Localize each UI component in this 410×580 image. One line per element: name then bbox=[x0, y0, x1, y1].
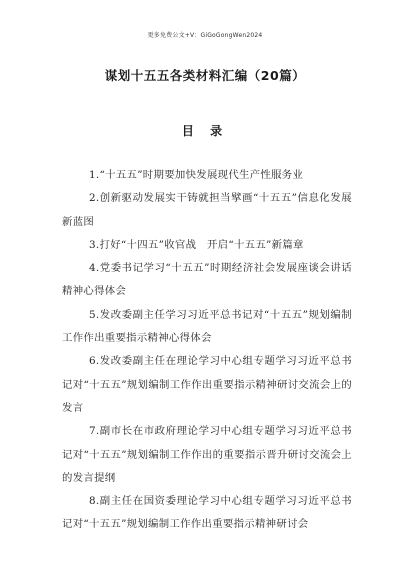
toc-item: 3.打好“十四五”收官战 开启“十五五”新篇章 bbox=[89, 238, 304, 251]
toc-item: 7.副市长在市政府理论学习中心组专题学习习近平总书记对“十五五”规划编制工作作出的重要指示晋升研讨交流会上的发言提纲 bbox=[62, 425, 352, 484]
toc-item: 4.党委书记学习“十五五”时期经济社会发展座谈会讲话精神心得体会 bbox=[62, 262, 352, 298]
toc-item: 6.发改委副主任在理论学习中心组专题学习习近平总书记对“十五五”规划编制工作作出重要指示精神研讨交流会上的发言 bbox=[62, 355, 352, 414]
toc-item: 1.“十五五”时期要加快发展现代生产性服务业 bbox=[89, 169, 304, 181]
toc-item: 8.副主任在国资委理论学习中心组专题学习习近平总书记对“十五五”规划编制工作作出重要指示精神研讨会 bbox=[62, 495, 352, 531]
toc-item: 2.创新驱动发展实干铸就担当擘画“十五五”信息化发展新蓝图 bbox=[62, 192, 352, 228]
toc-heading: 目 录 bbox=[181, 124, 229, 138]
toc-item: 5.发改委副主任学习习近平总书记对“十五五”规划编制工作作出重要指示精神心得体会 bbox=[62, 308, 352, 345]
toc-list bbox=[62, 164, 352, 537]
document-title: 谋划十五五各类材料汇编（20篇） bbox=[104, 68, 306, 83]
header-note: 更多免费公文+V：GiGoGongWen2024 bbox=[147, 32, 263, 39]
